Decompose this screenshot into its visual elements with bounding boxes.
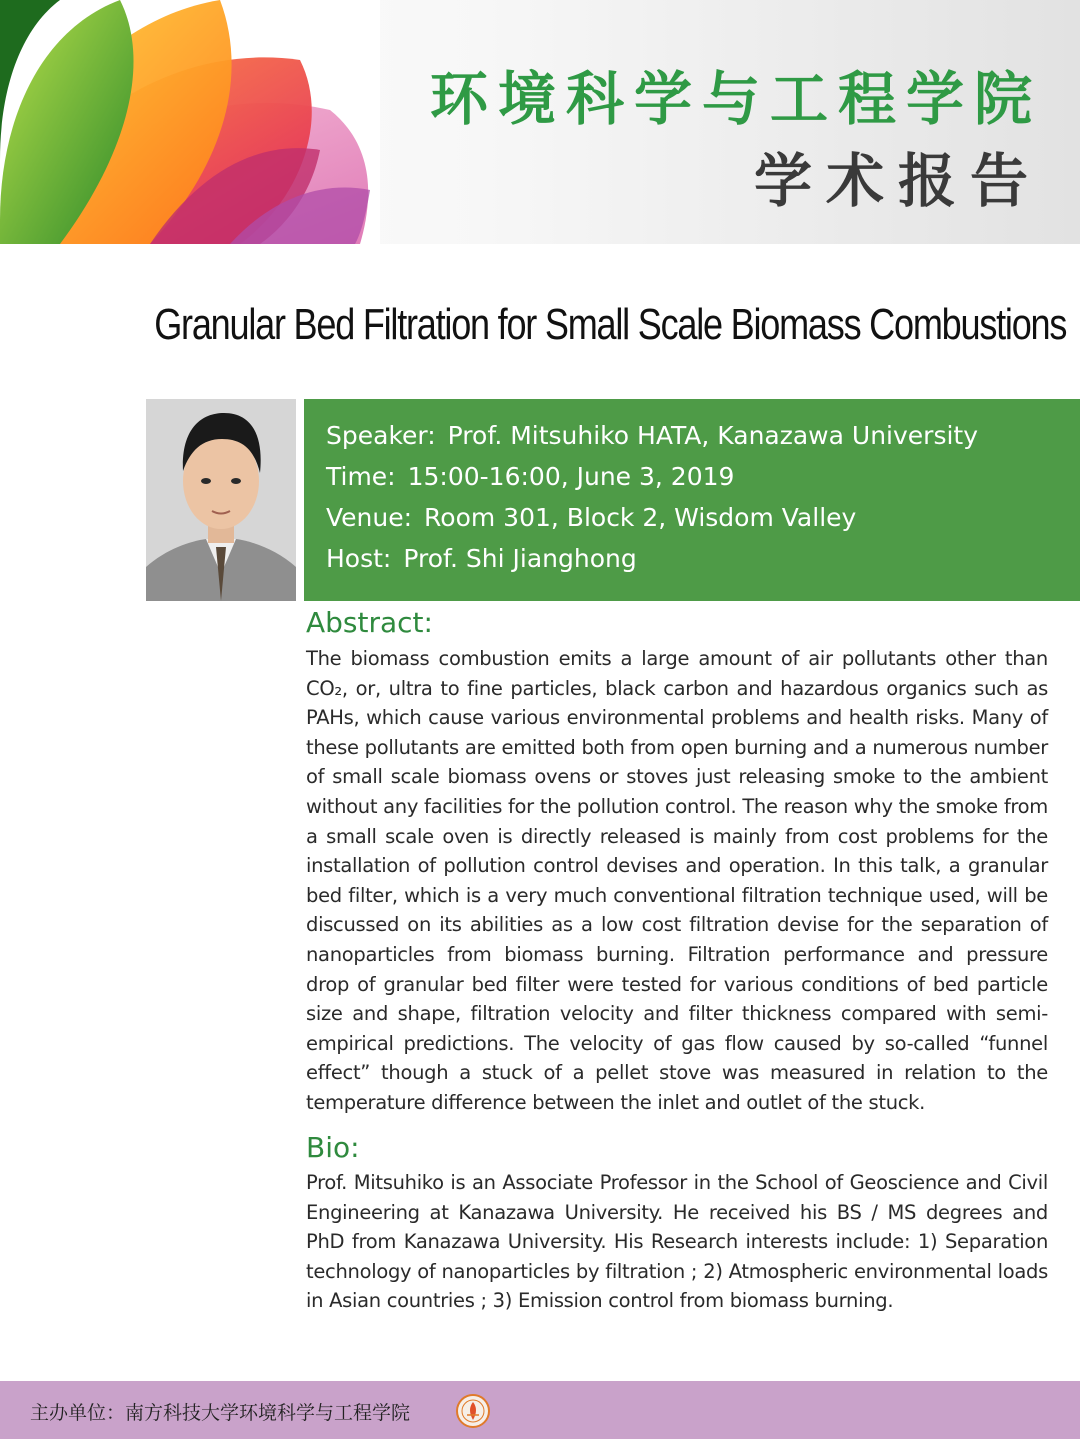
speaker-value: Prof. Mitsuhiko HATA, Kanazawa University bbox=[447, 421, 979, 450]
report-type-title: 学术报告 bbox=[753, 147, 1042, 215]
time-value: 15:00-16:00, June 3, 2019 bbox=[407, 462, 735, 491]
host-row bbox=[326, 542, 1080, 583]
venue-row bbox=[326, 501, 1080, 542]
venue-label: Venue: bbox=[326, 503, 413, 532]
host-label: Host: bbox=[326, 544, 392, 573]
abstract-heading: Abstract: bbox=[306, 606, 433, 639]
university-logo-icon bbox=[455, 1393, 491, 1429]
petal-decoration-icon bbox=[0, 0, 380, 244]
talk-title: Granular Bed Filtration for Small Scale Biomass Combustions bbox=[153, 300, 1066, 349]
footer-bar bbox=[0, 1381, 1080, 1439]
school-name: 环境科学与工程学院 bbox=[429, 65, 1042, 133]
bio-heading: Bio: bbox=[306, 1131, 360, 1164]
organizer-text: 主办单位：南方科技大学环境科学与工程学院 bbox=[30, 1402, 411, 1424]
speaker-photo bbox=[146, 399, 296, 601]
time-row bbox=[326, 460, 1080, 501]
portrait-icon bbox=[146, 399, 296, 601]
header-banner bbox=[0, 0, 1080, 244]
talk-info-box bbox=[304, 399, 1080, 601]
host-value: Prof. Shi Jianghong bbox=[403, 544, 637, 573]
speaker-row bbox=[326, 419, 1080, 460]
venue-value: Room 301, Block 2, Wisdom Valley bbox=[424, 503, 857, 532]
speaker-label: Speaker: bbox=[326, 421, 436, 450]
time-label: Time: bbox=[326, 462, 396, 491]
abstract-text: The biomass combustion emits a large amount of air pollutants other than CO₂, or, ultra to fine particles, black carbon and hazardous organics such as PAHs, which cause various environmental problems and health risks. Many of these pollutants are emitted both from open burning and a numerous number of small scale biomass ovens or stoves just releasing smoke to the ambient without any facilities for the pollution control. The reason why the smoke from a small scale oven is directly released is mainly from cost problems for the installation of pollution control devises and operation. In this talk, a granular bed filter, which is a very much conventional filtration technique used, will be discussed on its abilities as a low cost filtration devise for the separation of nanoparticles from biomass burning. Filtration performance and pressure drop of granular bed filter were tested for various conditions of bed particle size and shape, filtration velocity and filter thickness compared with semi-empirical predictions. The velocity of gas flow caused by so-called “funnel effect” though a stuck of a pellet stove was measured in relation to the temperature difference between the inlet and outlet of the stuck. bbox=[306, 647, 1048, 1114]
bio-text: Prof. Mitsuhiko is an Associate Professor in the School of Geoscience and Civil Engineering at Kanazawa University. He received his BS / MS degrees and PhD from Kanazawa University. His Research interests include: 1) Separation technology of nanoparticles by filtration ; 2) Atmospheric environmental loads in Asian countries ; 3) Emission control from biomass burning. bbox=[306, 1171, 1048, 1313]
